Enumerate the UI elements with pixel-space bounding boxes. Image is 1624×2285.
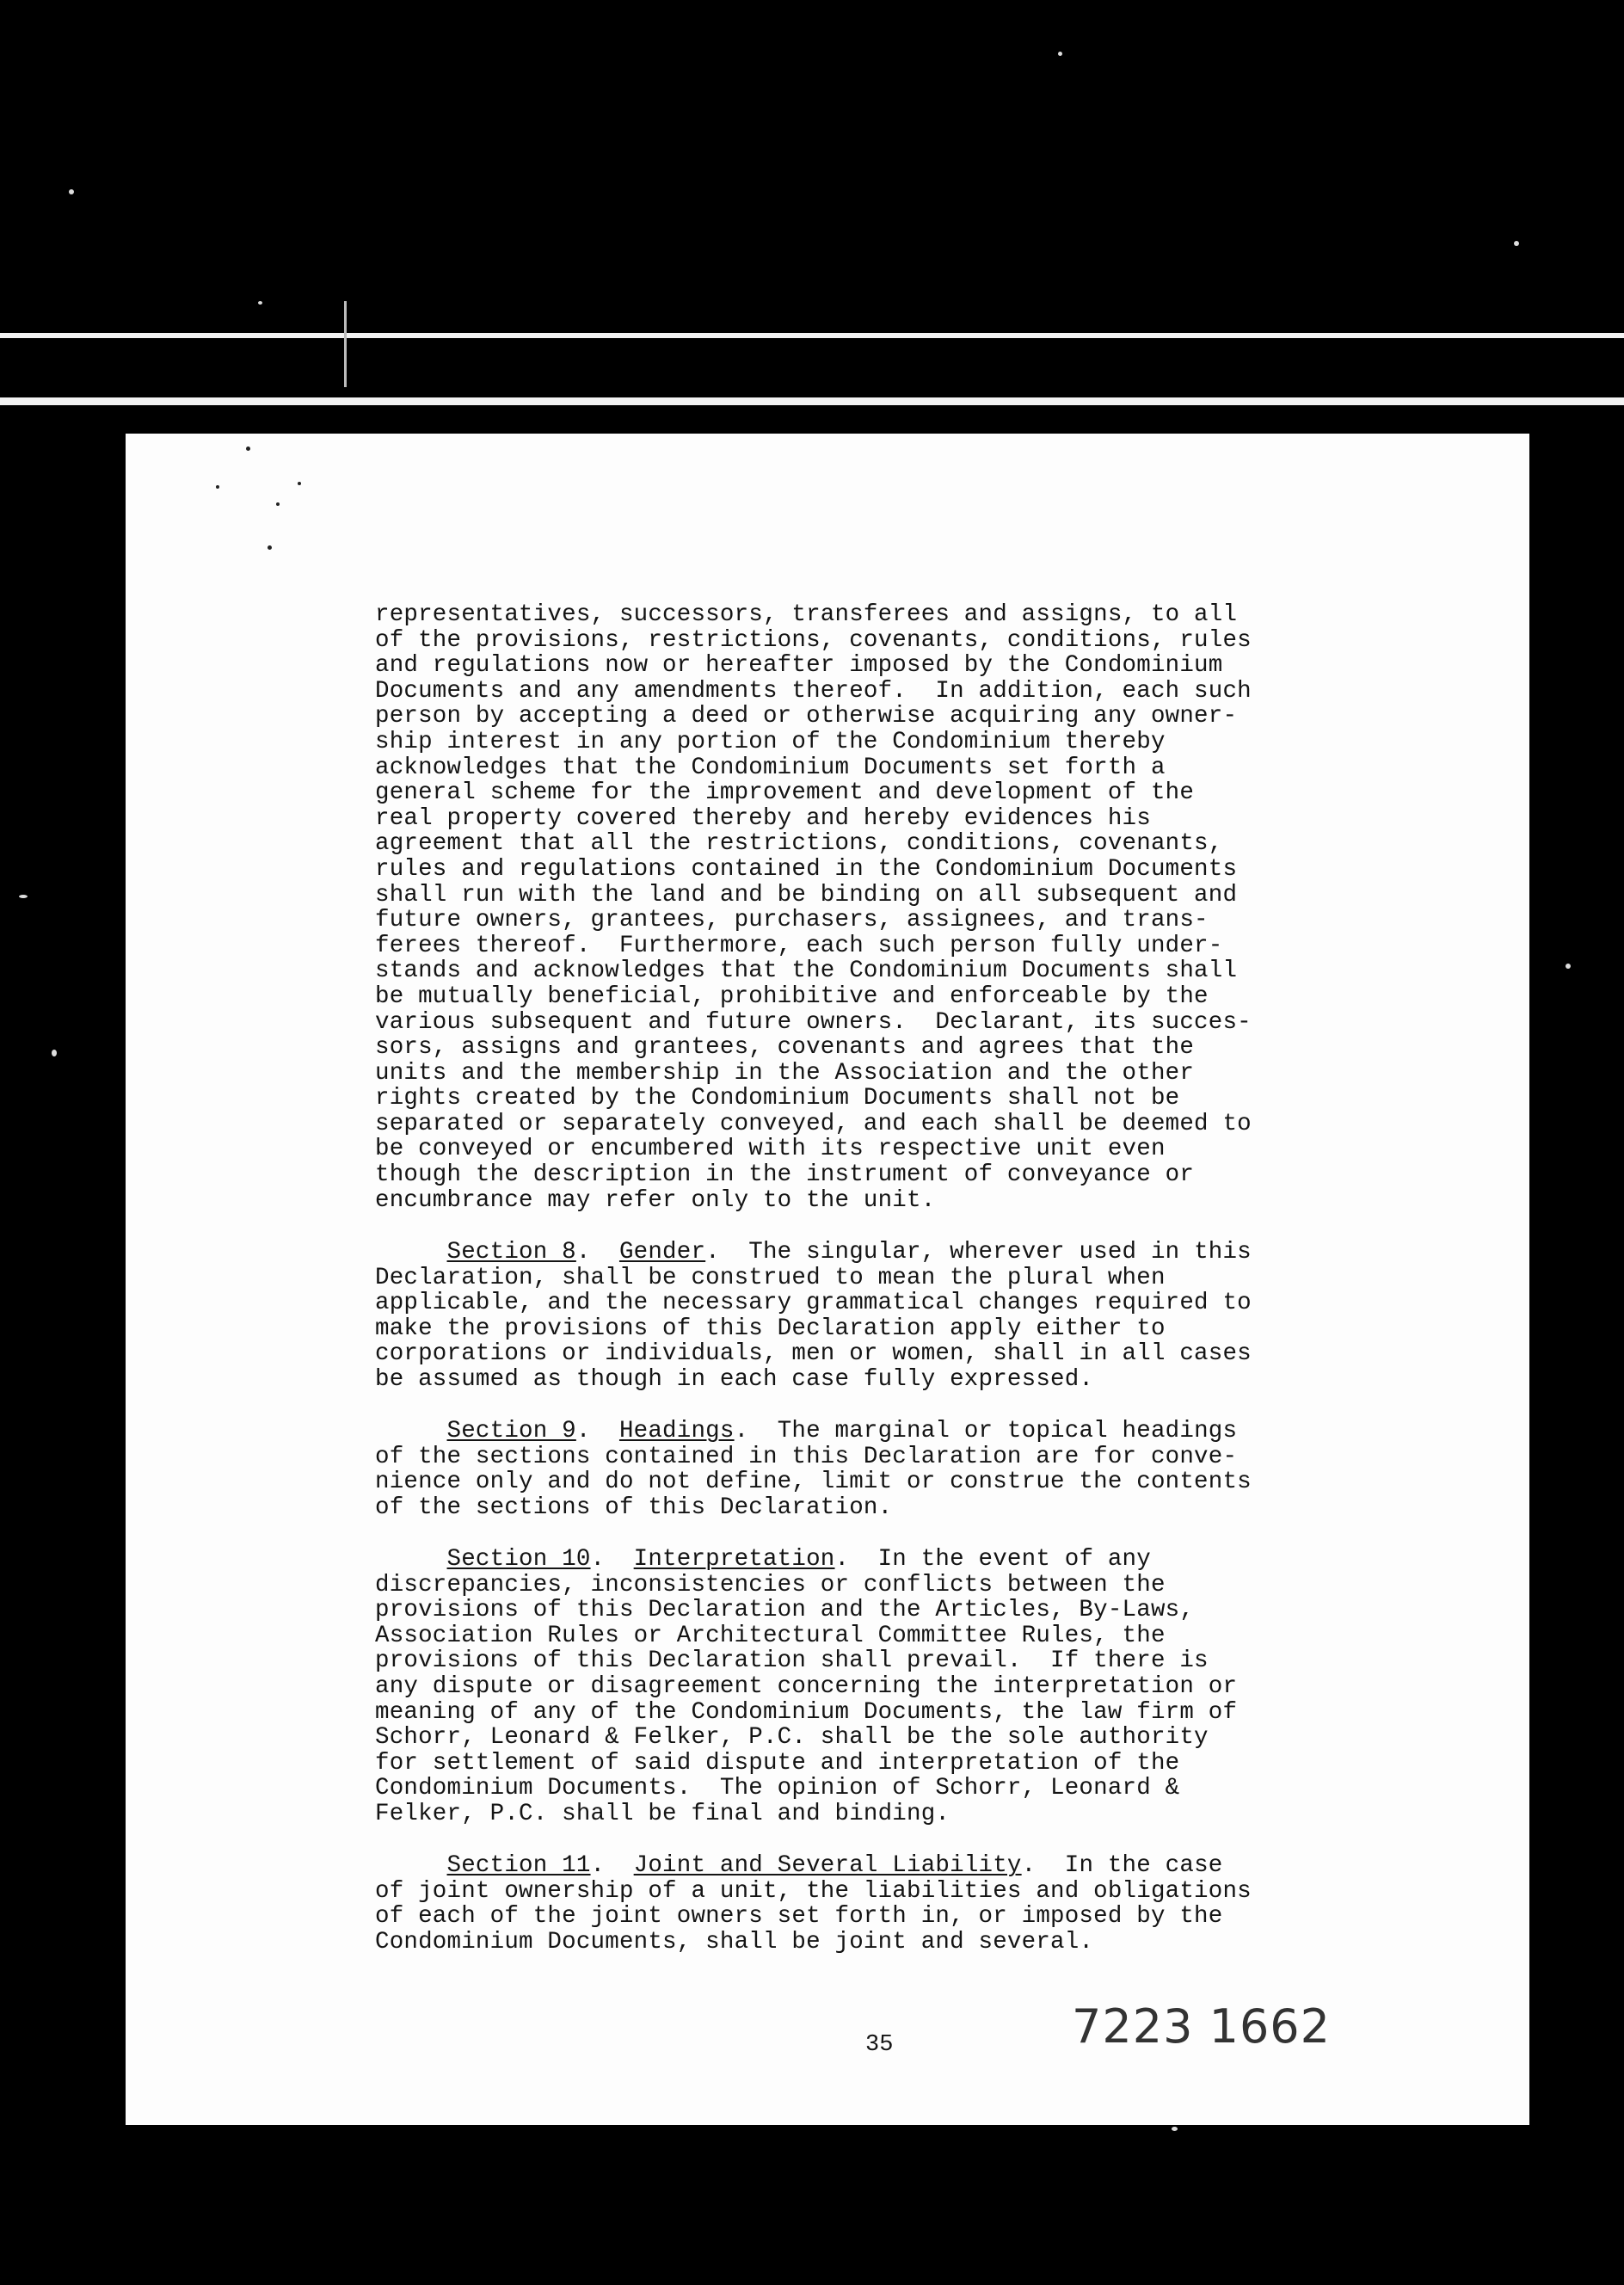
text-line: and regulations now or hereafter imposed by the Condominium (375, 652, 1223, 680)
text-line: Association Rules or Architectural Committee Rules, the (375, 1622, 1166, 1649)
text-line: future owners, grantees, purchasers, assignees, and trans- (375, 907, 1209, 934)
text-line: make the provisions of this Declaration apply either to (375, 1315, 1166, 1342)
section-label: Section 10 (446, 1546, 591, 1573)
text-line: person by accepting a deed or otherwise acquiring any owner- (375, 703, 1238, 730)
text-line: though the description in the instrument of conveyance or (375, 1161, 1195, 1189)
section-heading: Gender (618, 1239, 706, 1266)
text-line: of each of the joint owners set forth in, or imposed by the (375, 1903, 1223, 1931)
text-line: ship interest in any portion of the Condominium thereby (375, 728, 1166, 755)
text-line: provisions of this Declaration shall prevail. If there is (375, 1648, 1209, 1675)
text-line: shall run with the land and be binding on all subsequent and (375, 881, 1238, 908)
text-line: various subsequent and future owners. Declarant, its succes- (375, 1008, 1252, 1036)
scan-speck (1058, 52, 1062, 56)
scan-speck (258, 301, 262, 305)
page-speck (276, 502, 280, 506)
text-line: provisions of this Declaration and the Articles, By-Laws, (375, 1597, 1195, 1624)
text-line: of joint ownership of a unit, the liabilities and obligations (375, 1877, 1252, 1905)
text-line: rules and regulations contained in the Condominium Documents (375, 855, 1238, 883)
text-line: sors, assigns and grantees, covenants and agrees that the (375, 1034, 1195, 1062)
page-number: 35 (865, 2032, 894, 2058)
section-11 (375, 1853, 1416, 1955)
section-first-line: Section 10. Interpretation. In the event of any (446, 1546, 1151, 1573)
scan-speck (1514, 241, 1519, 246)
text-line: agreement that all the restrictions, conditions, covenants, (375, 830, 1223, 858)
text-line: corporations or individuals, men or women, shall in all cases (375, 1340, 1252, 1368)
section-heading: Joint and Several Liability (633, 1852, 1022, 1879)
text-line: Condominium Documents, shall be joint and several. (375, 1928, 1094, 1955)
text-line: of the sections of this Declaration. (375, 1494, 893, 1521)
section-8 (375, 1240, 1416, 1393)
section-first-line: Section 11. Joint and Several Liability. In the case (446, 1852, 1223, 1879)
text-line: units and the membership in the Association and the other (375, 1059, 1195, 1087)
text-line: discrepancies, inconsistencies or conflicts between the (375, 1571, 1166, 1598)
scan-speck (52, 1050, 57, 1056)
text-line: separated or separately conveyed, and each shall be deemed to (375, 1110, 1252, 1137)
text-line: representatives, successors, transferees and assigns, to all (375, 601, 1238, 628)
scan-artifact (344, 301, 347, 387)
text-line: general scheme for the improvement and development of the (375, 779, 1195, 807)
text-line: Felker, P.C. shall be final and binding. (375, 1800, 950, 1827)
text-line: nience only and do not define, limit or construe the contents (375, 1469, 1252, 1496)
page-speck (246, 447, 250, 451)
text-line: for settlement of said dispute and interpretation of the (375, 1749, 1180, 1777)
text-line: of the sections contained in this Declaration are for conve- (375, 1443, 1238, 1470)
text-line: rights created by the Condominium Documents shall not be (375, 1085, 1180, 1112)
text-line: Condominium Documents. The opinion of Schorr, Leonard & (375, 1775, 1180, 1802)
section-label: Section 11 (446, 1852, 591, 1879)
recording-stamp: 7223 1662 (1072, 1999, 1332, 2054)
section-text: In the case (1064, 1852, 1223, 1879)
scan-speck (1566, 964, 1571, 969)
section-heading: Interpretation (633, 1546, 835, 1573)
text-line: Documents and any amendments thereof. In addition, each such (375, 677, 1252, 705)
text-line: be mutually beneficial, prohibitive and enforceable by the (375, 982, 1209, 1010)
section-first-line: Section 8. Gender. The singular, wherever used in this (446, 1239, 1252, 1266)
section-label: Section 8 (446, 1239, 576, 1266)
scan-border-line (0, 333, 1624, 338)
scan-border-line (0, 397, 1624, 405)
text-line: of the provisions, restrictions, covenants, conditions, rules (375, 626, 1252, 654)
text-line: stands and acknowledges that the Condominium Documents shall (375, 958, 1238, 985)
text-line: applicable, and the necessary grammatical changes required to (375, 1290, 1252, 1317)
section-heading: Headings (618, 1418, 735, 1444)
text-line: any dispute or disagreement concerning the interpretation or (375, 1672, 1238, 1700)
text-line: ferees thereof. Furthermore, each such person fully under- (375, 932, 1223, 959)
text-line: encumbrance may refer only to the unit. (375, 1186, 936, 1214)
section-10 (375, 1547, 1416, 1827)
section-9 (375, 1419, 1416, 1520)
section-text: In the event of any (877, 1546, 1151, 1573)
text-line: be assumed as though in each case fully expressed. (375, 1365, 1094, 1393)
scan-speck (69, 189, 74, 194)
page-speck (268, 545, 272, 550)
text-line: acknowledges that the Condominium Documents set forth a (375, 754, 1166, 781)
section-label: Section 9 (446, 1418, 576, 1444)
scan-speck (1172, 2127, 1178, 2131)
text-line: Declaration, shall be construed to mean the plural when (375, 1264, 1166, 1291)
text-line: meaning of any of the Condominium Documents, the law firm of (375, 1698, 1238, 1726)
text-line: be conveyed or encumbered with its respective unit even (375, 1136, 1166, 1163)
continuation-paragraph (375, 602, 1416, 1213)
page-speck (216, 485, 219, 489)
section-first-line: Section 9. Headings. The marginal or topical headings (446, 1418, 1238, 1444)
section-text: The singular, wherever used in this (748, 1239, 1252, 1266)
document-page (126, 434, 1529, 2125)
scan-speck (19, 895, 28, 898)
section-text: The marginal or topical headings (777, 1418, 1238, 1444)
text-line: real property covered thereby and hereby evidences his (375, 804, 1151, 832)
text-line: Schorr, Leonard & Felker, P.C. shall be the sole authority (375, 1724, 1209, 1752)
page-speck (298, 482, 301, 485)
